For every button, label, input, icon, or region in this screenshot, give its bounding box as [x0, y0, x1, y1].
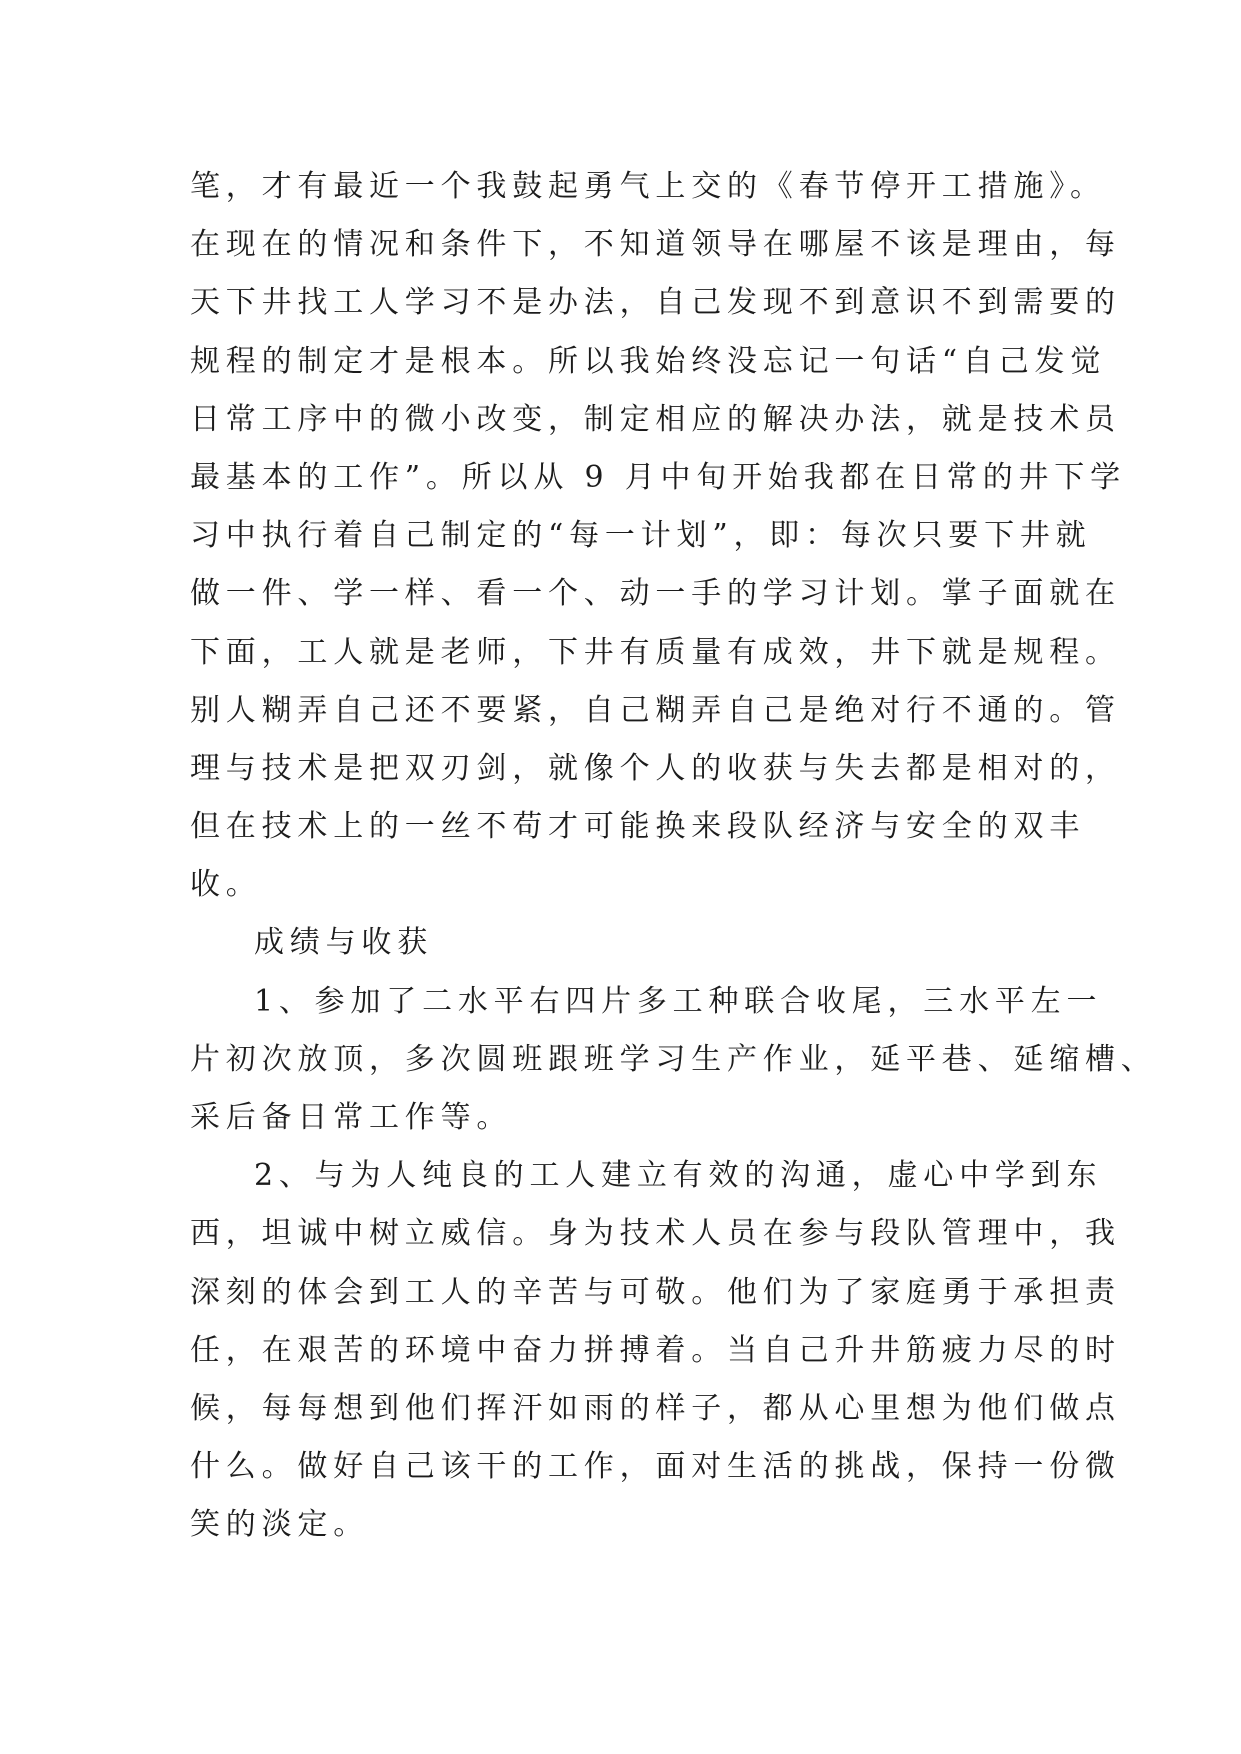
text-line: 做一件、学一样、看一个、动一手的学习计划。掌子面就在: [190, 576, 1121, 612]
text-line: 天下井找工人学习不是办法，自己发现不到意识不到需要的: [190, 285, 1121, 321]
text-line: 别人糊弄自己还不要紧，自己糊弄自己是绝对行不通的。管: [190, 692, 1121, 728]
text-line: 西，坦诚中树立威信。身为技术人员在参与段队管理中，我: [190, 1216, 1121, 1252]
text-line: 下面，工人就是老师，下井有质量有成效，井下就是规程。: [190, 634, 1121, 670]
text-line: 任，在艰苦的环境中奋力拼搏着。当自己升井筋疲力尽的时: [190, 1332, 1121, 1368]
document-body: [190, 158, 1157, 1555]
text-line: 采后备日常工作等。: [190, 1100, 513, 1135]
text-line: 笔，才有最近一个我鼓起勇气上交的《春节停开工措施》。: [190, 169, 1106, 204]
text-line: 最基本的工作”。所以从 9 月中旬开始我都在日常的井下学: [190, 459, 1126, 495]
text-line: 什么。做好自己该干的工作，面对生活的挑战，保持一份微: [190, 1449, 1121, 1485]
text-line: 候，每每想到他们挥汗如雨的样子，都从心里想为他们做点: [190, 1390, 1121, 1426]
text-line: 日常工序中的微小改变，制定相应的解决办法，就是技术员: [190, 401, 1121, 437]
text-line: 笑的淡定。: [190, 1507, 369, 1543]
text-line: 在现在的情况和条件下，不知道领导在哪屋不该是理由，每: [190, 227, 1121, 263]
text-line: 收。: [190, 867, 262, 903]
text-line: 深刻的体会到工人的辛苦与可敬。他们为了家庭勇于承担责: [190, 1274, 1121, 1310]
text-line: 理与技术是把双刃剑，就像个人的收获与失去都是相对的，: [190, 750, 1121, 786]
text-line: 但在技术上的一丝不苟才可能换来段队经济与安全的双丰: [190, 809, 1085, 845]
list-item-1-start: 1、参加了二水平右四片多工种联合收尾，三水平左一: [254, 983, 1103, 1019]
text-line: 规程的制定才是根本。所以我始终没忘记一句话“自己发觉: [190, 343, 1107, 379]
section-heading: 成绩与收获: [254, 925, 433, 961]
text-line: 习中执行着自己制定的“每一计划”，即：每次只要下井就: [190, 518, 1092, 554]
list-item-2-start: 2、与为人纯良的工人建立有效的沟通，虚心中学到东: [254, 1158, 1103, 1194]
text-line: 片初次放顶，多次圆班跟班学习生产作业，延平巷、延缩槽、: [190, 1041, 1157, 1077]
